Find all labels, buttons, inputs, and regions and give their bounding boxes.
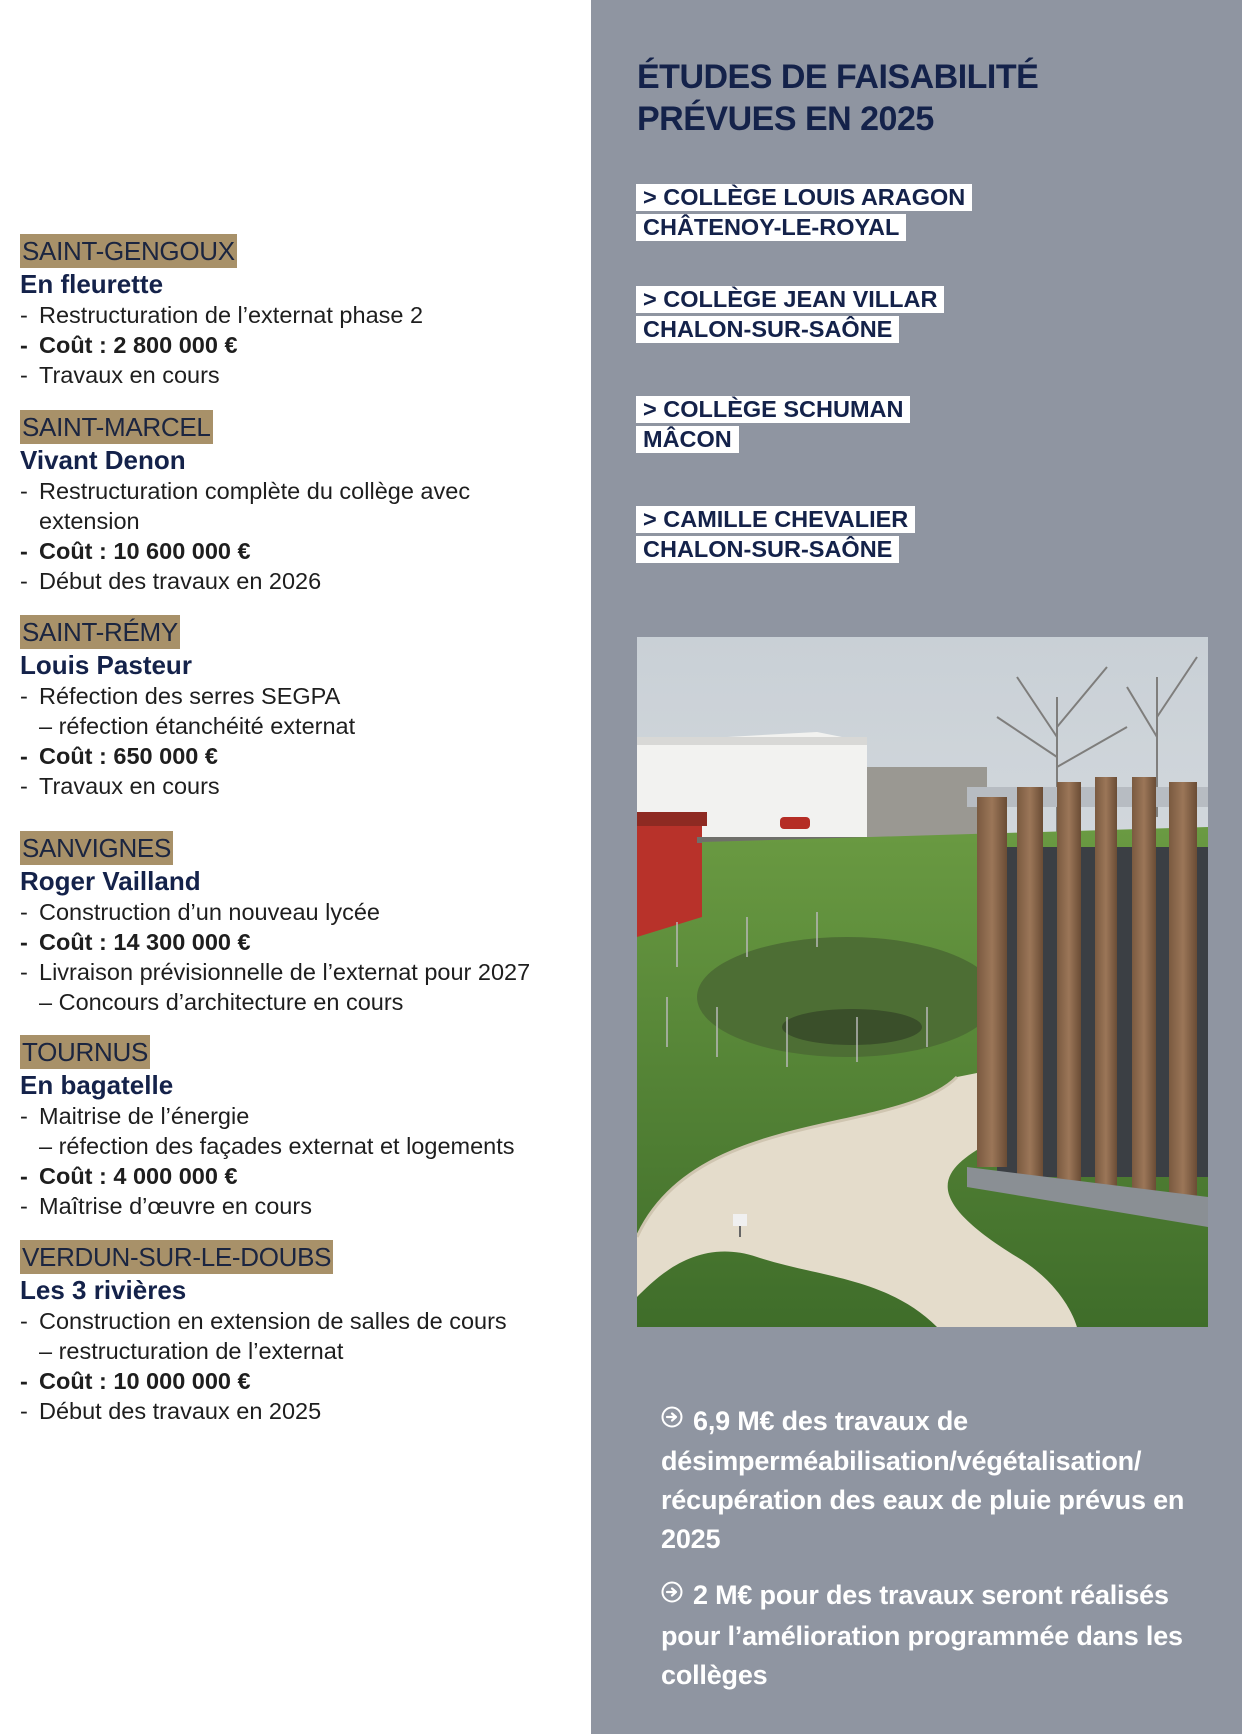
item-list bbox=[20, 681, 355, 801]
key-figures bbox=[661, 1402, 1201, 1712]
study-city: CHALON-SUR-SAÔNE bbox=[636, 316, 899, 343]
section-sanvignes bbox=[20, 831, 530, 1017]
list-item: - Travaux en cours bbox=[20, 771, 355, 801]
circle-arrow-right-icon bbox=[661, 1400, 683, 1439]
list-item: - Construction d’un nouveau lycée bbox=[20, 897, 530, 927]
study-city: MÂCON bbox=[636, 426, 739, 453]
section-verdun-sur-le-doubs bbox=[20, 1240, 507, 1426]
study-city: CHÂTENOY-LE-ROYAL bbox=[636, 214, 906, 241]
cost-item: - Coût : 14 300 000 € bbox=[20, 927, 530, 957]
study-item bbox=[636, 396, 910, 456]
study-city: CHALON-SUR-SAÔNE bbox=[636, 536, 899, 563]
study-item bbox=[636, 286, 944, 346]
place-tag: VERDUN-SUR-LE-DOUBS bbox=[22, 1242, 332, 1272]
section-saint-gengoux bbox=[20, 234, 423, 390]
place-tag: TOURNUS bbox=[22, 1037, 148, 1067]
item-list bbox=[20, 897, 530, 1017]
study-name: > COLLÈGE LOUIS ARAGON bbox=[636, 184, 972, 211]
college-photo bbox=[637, 637, 1208, 1327]
college-name: Louis Pasteur bbox=[20, 650, 192, 680]
list-item: - Travaux en cours bbox=[20, 360, 423, 390]
list-item: - Restructuration de l’externat phase 2 bbox=[20, 300, 423, 330]
college-name: En fleurette bbox=[20, 269, 164, 299]
item-list bbox=[20, 1306, 507, 1426]
cost-item: - Coût : 10 000 000 € bbox=[20, 1366, 507, 1396]
study-name: > CAMILLE CHEVALIER bbox=[636, 506, 915, 533]
list-item: - Livraison prévisionnelle de l’externat pour 2027 – Concours d’architecture en cours bbox=[20, 957, 530, 1017]
cost-item: - Coût : 10 600 000 € bbox=[20, 536, 470, 566]
key-figure-note: 6,9 M€ des travaux de désimperméabilisation/végétalisation/ récupération des eaux de pluie prévus en 2025 bbox=[661, 1402, 1201, 1559]
college-name: Vivant Denon bbox=[20, 445, 186, 475]
place-tag: SANVIGNES bbox=[22, 833, 172, 863]
study-name: > COLLÈGE SCHUMAN bbox=[636, 396, 910, 423]
college-name: Les 3 rivières bbox=[20, 1275, 187, 1305]
list-item: - Construction en extension de salles de cours – restructuration de l’externat bbox=[20, 1306, 507, 1366]
key-figure-note: 2 M€ pour des travaux seront réalisés pour l’amélioration programmée dans les collèges bbox=[661, 1576, 1201, 1694]
list-item: - Restructuration complète du collège avec extension bbox=[20, 476, 470, 536]
feasibility-panel bbox=[591, 0, 1242, 1734]
cost-item: - Coût : 4 000 000 € bbox=[20, 1161, 515, 1191]
college-name: En bagatelle bbox=[20, 1070, 174, 1100]
panel-title: ÉTUDES DE FAISABILITÉ PRÉVUES EN 2025 bbox=[637, 58, 1039, 138]
place-tag: SAINT-RÉMY bbox=[22, 617, 178, 647]
section-saint-remy bbox=[20, 615, 355, 801]
place-tag: SAINT-MARCEL bbox=[22, 412, 211, 442]
cost-item: - Coût : 2 800 000 € bbox=[20, 330, 423, 360]
study-name: > COLLÈGE JEAN VILLAR bbox=[636, 286, 944, 313]
place-tag: SAINT-GENGOUX bbox=[22, 236, 235, 266]
study-item bbox=[636, 184, 972, 244]
section-saint-marcel bbox=[20, 410, 470, 596]
section-tournus bbox=[20, 1035, 515, 1221]
item-list bbox=[20, 1101, 515, 1221]
list-item: - Début des travaux en 2026 bbox=[20, 566, 470, 596]
cost-item: - Coût : 650 000 € bbox=[20, 741, 355, 771]
study-item bbox=[636, 506, 915, 566]
item-list bbox=[20, 300, 423, 390]
list-item: - Maîtrise d’œuvre en cours bbox=[20, 1191, 515, 1221]
item-list bbox=[20, 476, 470, 596]
college-name: Roger Vailland bbox=[20, 866, 201, 896]
list-item: - Réfection des serres SEGPA – réfection étanchéité externat bbox=[20, 681, 355, 741]
circle-arrow-right-icon bbox=[661, 1575, 683, 1614]
list-item: - Début des travaux en 2025 bbox=[20, 1396, 507, 1426]
list-item: - Maitrise de l’énergie – réfection des façades externat et logements bbox=[20, 1101, 515, 1161]
